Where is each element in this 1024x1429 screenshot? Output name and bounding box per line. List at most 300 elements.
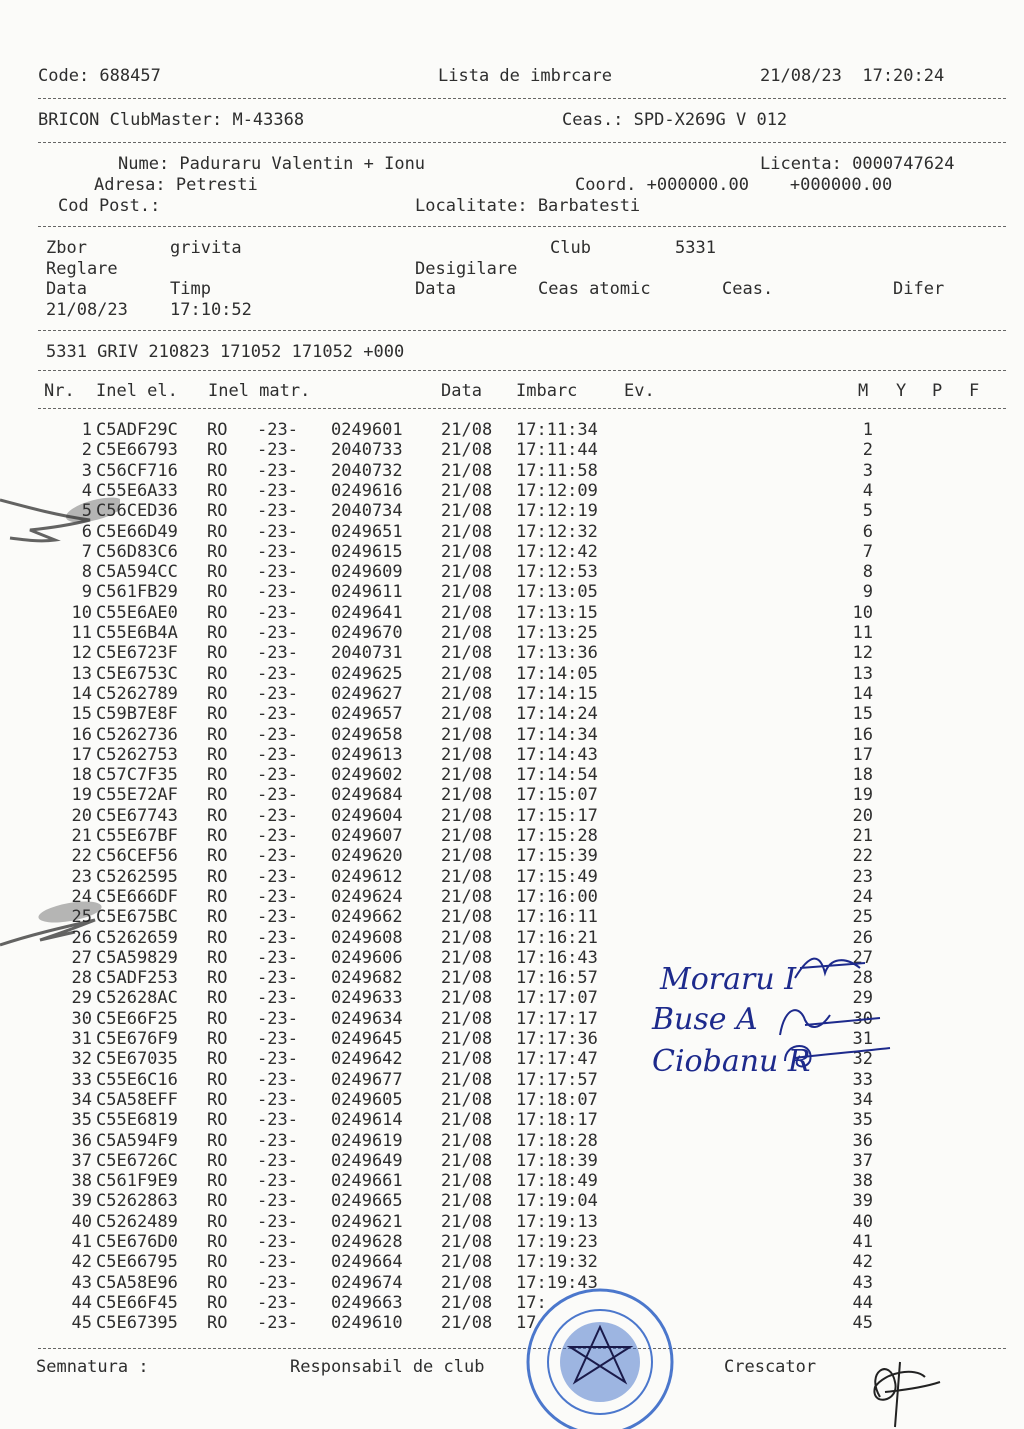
cell-inel-el: C56D83C6 bbox=[96, 541, 178, 562]
cell-inel-matr: 0249645 bbox=[331, 1029, 403, 1049]
cell-inel-matr: 0249664 bbox=[331, 1252, 403, 1273]
reglare-label: Reglare bbox=[46, 259, 118, 279]
table-row bbox=[0, 725, 1024, 745]
summary-line: 5331 GRIV 210823 171052 171052 +000 bbox=[46, 342, 405, 362]
cell-year: -23- bbox=[257, 440, 298, 461]
cell-inel-matr: 0249624 bbox=[331, 886, 403, 907]
cell-nr: 30 bbox=[71, 1008, 92, 1029]
cell-nr: 24 bbox=[71, 886, 92, 907]
club-value: 5331 bbox=[675, 238, 716, 258]
table-row bbox=[0, 643, 1024, 663]
cell-time: 17 bbox=[516, 1313, 537, 1334]
cell-date: 21/08 bbox=[441, 521, 493, 542]
cell-country: RO bbox=[207, 1130, 228, 1151]
reglare-time: 17:10:52 bbox=[170, 300, 252, 320]
cell-time: 17:14:24 bbox=[516, 704, 598, 725]
timp-label: Timp bbox=[170, 279, 211, 299]
cell-time: 17:15:17 bbox=[516, 805, 598, 826]
cell-country: RO bbox=[207, 521, 228, 542]
cell-time: 17:11:34 bbox=[516, 420, 598, 440]
table-row bbox=[0, 420, 1024, 440]
cell-year: -23- bbox=[257, 886, 298, 907]
cell-nr: 41 bbox=[71, 1232, 92, 1252]
cell-year: -23- bbox=[257, 1313, 298, 1334]
cell-nr: 31 bbox=[71, 1029, 92, 1049]
cell-nr: 26 bbox=[71, 927, 92, 948]
col-header-ev: Ev. bbox=[624, 381, 655, 401]
cell-inel-el: C56CEF56 bbox=[96, 846, 178, 867]
cell-nr: 14 bbox=[71, 683, 92, 704]
cell-date: 21/08 bbox=[441, 1313, 493, 1334]
cell-m: 11 bbox=[852, 623, 873, 643]
cell-inel-el: C55E6A33 bbox=[96, 480, 178, 501]
cell-year: -23- bbox=[257, 1130, 298, 1151]
cell-year: -23- bbox=[257, 602, 298, 623]
cell-inel-matr: 2040731 bbox=[331, 643, 403, 664]
cell-inel-matr: 0249609 bbox=[331, 562, 403, 583]
cell-inel-el: C5E66795 bbox=[96, 1252, 178, 1273]
cell-m: 28 bbox=[852, 968, 873, 989]
cell-time: 17:15:07 bbox=[516, 785, 598, 806]
cell-country: RO bbox=[207, 1313, 228, 1334]
cell-inel-el: C5262789 bbox=[96, 683, 178, 704]
cell-m: 40 bbox=[852, 1211, 873, 1232]
cell-date: 21/08 bbox=[441, 907, 493, 928]
cell-m: 44 bbox=[852, 1292, 873, 1313]
cell-nr: 33 bbox=[71, 1069, 92, 1090]
cell-date: 21/08 bbox=[441, 663, 493, 684]
club-responsible-label: Responsabil de club bbox=[290, 1357, 485, 1377]
handwritten-name: Buse A bbox=[652, 1002, 758, 1037]
cell-year: -23- bbox=[257, 1211, 298, 1232]
cell-time: 17:12:09 bbox=[516, 480, 598, 501]
cell-inel-el: C5262595 bbox=[96, 866, 178, 887]
cell-inel-matr: 0249606 bbox=[331, 947, 403, 968]
cell-time: 17:11:58 bbox=[516, 460, 598, 481]
cell-year: -23- bbox=[257, 765, 298, 786]
cell-inel-matr: 0249619 bbox=[331, 1130, 403, 1151]
cell-time: 17:18:49 bbox=[516, 1171, 598, 1192]
cell-inel-matr: 2040732 bbox=[331, 460, 403, 481]
cell-inel-el: C56CED36 bbox=[96, 501, 178, 522]
zbor-value: grivita bbox=[170, 238, 242, 258]
cell-m: 20 bbox=[852, 805, 873, 826]
cell-inel-el: C561F9E9 bbox=[96, 1171, 178, 1192]
cell-inel-matr: 0249625 bbox=[331, 663, 403, 684]
desigilare-label: Desigilare bbox=[415, 259, 518, 279]
col-header-f: F bbox=[969, 381, 980, 401]
cell-m: 31 bbox=[852, 1029, 873, 1049]
cell-inel-el: C5A594F9 bbox=[96, 1130, 178, 1151]
cell-year: -23- bbox=[257, 1008, 298, 1029]
cell-inel-matr: 2040733 bbox=[331, 440, 403, 461]
cell-date: 21/08 bbox=[441, 480, 493, 501]
cell-m: 35 bbox=[852, 1110, 873, 1131]
cell-inel-el: C5E676D0 bbox=[96, 1232, 178, 1252]
cell-inel-matr: 0249621 bbox=[331, 1211, 403, 1232]
cell-year: -23- bbox=[257, 1272, 298, 1293]
cell-year: -23- bbox=[257, 724, 298, 745]
handwritten-name: Moraru I bbox=[660, 962, 797, 997]
cell-date: 21/08 bbox=[441, 1089, 493, 1110]
cell-m: 27 bbox=[852, 947, 873, 968]
cell-nr: 36 bbox=[71, 1130, 92, 1151]
cell-nr: 13 bbox=[71, 663, 92, 684]
cell-inel-el: C57C7F35 bbox=[96, 765, 178, 786]
cell-inel-matr: 0249627 bbox=[331, 683, 403, 704]
cell-time: 17:17:36 bbox=[516, 1029, 598, 1049]
cell-nr: 8 bbox=[81, 562, 92, 583]
divider bbox=[38, 226, 1006, 227]
cell-year: -23- bbox=[257, 1089, 298, 1110]
cell-m: 23 bbox=[852, 866, 873, 887]
table-row bbox=[0, 664, 1024, 684]
cell-date: 21/08 bbox=[441, 846, 493, 867]
cell-year: -23- bbox=[257, 562, 298, 583]
cell-time: 17:12:53 bbox=[516, 562, 598, 583]
col-header-y: Y bbox=[896, 381, 907, 401]
table-row bbox=[0, 562, 1024, 582]
cell-inel-el: C52628AC bbox=[96, 988, 178, 1009]
cell-date: 21/08 bbox=[441, 420, 493, 440]
cell-year: -23- bbox=[257, 1292, 298, 1313]
cell-year: -23- bbox=[257, 1252, 298, 1273]
table-row bbox=[0, 440, 1024, 460]
cell-country: RO bbox=[207, 643, 228, 664]
cell-inel-el: C5E66D49 bbox=[96, 521, 178, 542]
cell-country: RO bbox=[207, 460, 228, 481]
cell-time: 17:19:13 bbox=[516, 1211, 598, 1232]
cell-country: RO bbox=[207, 582, 228, 603]
divider bbox=[38, 330, 1006, 331]
cell-country: RO bbox=[207, 866, 228, 887]
cell-m: 6 bbox=[862, 521, 873, 542]
cell-time: 17:12:42 bbox=[516, 541, 598, 562]
clock-id: Ceas.: SPD-X269G V 012 bbox=[562, 110, 788, 130]
cell-year: -23- bbox=[257, 521, 298, 542]
cell-year: -23- bbox=[257, 1232, 298, 1252]
cell-inel-matr: 0249628 bbox=[331, 1232, 403, 1252]
cell-nr: 43 bbox=[71, 1272, 92, 1293]
cell-nr: 39 bbox=[71, 1191, 92, 1212]
cell-m: 1 bbox=[862, 420, 873, 440]
cell-m: 8 bbox=[862, 562, 873, 583]
cell-m: 22 bbox=[852, 846, 873, 867]
signature-mark bbox=[775, 1000, 885, 1040]
cell-nr: 18 bbox=[71, 765, 92, 786]
cell-time: 17:15:39 bbox=[516, 846, 598, 867]
cell-time: 17:14:05 bbox=[516, 663, 598, 684]
cell-date: 21/08 bbox=[441, 460, 493, 481]
table-row bbox=[0, 1090, 1024, 1110]
cell-date: 21/08 bbox=[441, 785, 493, 806]
table-row bbox=[0, 867, 1024, 887]
cell-country: RO bbox=[207, 1110, 228, 1131]
table-row bbox=[0, 1110, 1024, 1130]
cell-time: 17:17:07 bbox=[516, 988, 598, 1009]
cell-country: RO bbox=[207, 683, 228, 704]
club-stamp bbox=[520, 1282, 680, 1429]
cell-m: 41 bbox=[852, 1232, 873, 1252]
cell-date: 21/08 bbox=[441, 744, 493, 765]
cell-m: 34 bbox=[852, 1089, 873, 1110]
cell-nr: 40 bbox=[71, 1211, 92, 1232]
cell-country: RO bbox=[207, 602, 228, 623]
cell-year: -23- bbox=[257, 1171, 298, 1192]
cell-date: 21/08 bbox=[441, 623, 493, 643]
cell-nr: 20 bbox=[71, 805, 92, 826]
cell-inel-el: C5E6753C bbox=[96, 663, 178, 684]
cell-year: -23- bbox=[257, 744, 298, 765]
cell-m: 30 bbox=[852, 1008, 873, 1029]
basketing-table bbox=[0, 420, 1024, 1350]
cell-country: RO bbox=[207, 1150, 228, 1171]
cell-m: 3 bbox=[862, 460, 873, 481]
cell-year: -23- bbox=[257, 480, 298, 501]
cell-inel-el: C5E6723F bbox=[96, 643, 178, 664]
cell-inel-el: C561FB29 bbox=[96, 582, 178, 603]
cell-time: 17:13:05 bbox=[516, 582, 598, 603]
cell-time: 17:16:43 bbox=[516, 947, 598, 968]
cell-m: 2 bbox=[862, 440, 873, 461]
divider bbox=[38, 98, 1006, 99]
cell-m: 33 bbox=[852, 1069, 873, 1090]
cell-year: -23- bbox=[257, 1110, 298, 1131]
divider bbox=[38, 408, 1006, 409]
cell-country: RO bbox=[207, 1171, 228, 1192]
club-label: Club bbox=[550, 238, 591, 258]
cell-inel-matr: 0249677 bbox=[331, 1069, 403, 1090]
cell-country: RO bbox=[207, 501, 228, 522]
cell-inel-matr: 0249674 bbox=[331, 1272, 403, 1293]
cell-year: -23- bbox=[257, 582, 298, 603]
cell-inel-el: C5A594CC bbox=[96, 562, 178, 583]
col-header-m: M bbox=[858, 381, 869, 401]
cell-country: RO bbox=[207, 988, 228, 1009]
cell-nr: 16 bbox=[71, 724, 92, 745]
cell-year: -23- bbox=[257, 805, 298, 826]
cell-time: 17:14:15 bbox=[516, 683, 598, 704]
table-row bbox=[0, 826, 1024, 846]
cell-nr: 6 bbox=[81, 521, 92, 542]
cell-m: 18 bbox=[852, 765, 873, 786]
cell-country: RO bbox=[207, 724, 228, 745]
cell-year: -23- bbox=[257, 785, 298, 806]
cell-year: -23- bbox=[257, 927, 298, 948]
ink-smudge bbox=[0, 890, 120, 960]
cell-time: 17:18:28 bbox=[516, 1130, 598, 1151]
cell-year: -23- bbox=[257, 947, 298, 968]
cell-inel-el: C5E67743 bbox=[96, 805, 178, 826]
cell-country: RO bbox=[207, 420, 228, 440]
cell-m: 36 bbox=[852, 1130, 873, 1151]
cell-time: 17:13:25 bbox=[516, 623, 598, 643]
cell-inel-matr: 0249634 bbox=[331, 1008, 403, 1029]
cell-inel-el: C5E6726C bbox=[96, 1150, 178, 1171]
cell-time: 17:16:00 bbox=[516, 886, 598, 907]
cell-year: -23- bbox=[257, 988, 298, 1009]
cell-country: RO bbox=[207, 1008, 228, 1029]
cell-m: 37 bbox=[852, 1150, 873, 1171]
cell-date: 21/08 bbox=[441, 643, 493, 664]
cell-year: -23- bbox=[257, 1029, 298, 1049]
cell-inel-matr: 0249657 bbox=[331, 704, 403, 725]
print-datetime: 21/08/23 17:20:24 bbox=[760, 66, 945, 86]
cell-time: 17:18:39 bbox=[516, 1150, 598, 1171]
cell-nr: 1 bbox=[81, 420, 92, 440]
table-row bbox=[0, 501, 1024, 521]
table-row bbox=[0, 1252, 1024, 1272]
col-header-imbarc: Imbarc bbox=[516, 381, 578, 401]
table-row bbox=[0, 1293, 1024, 1313]
cell-m: 19 bbox=[852, 785, 873, 806]
cell-inel-el: C5E675BC bbox=[96, 907, 178, 928]
cell-inel-matr: 0249605 bbox=[331, 1089, 403, 1110]
table-row bbox=[0, 948, 1024, 968]
cell-inel-el: C55E6819 bbox=[96, 1110, 178, 1131]
cell-country: RO bbox=[207, 562, 228, 583]
cell-date: 21/08 bbox=[441, 826, 493, 846]
cell-time: 17:16:11 bbox=[516, 907, 598, 928]
cell-country: RO bbox=[207, 947, 228, 968]
cell-time: 17:12:32 bbox=[516, 521, 598, 542]
cell-inel-el: C55E67BF bbox=[96, 826, 178, 846]
handwritten-name: Ciobanu R bbox=[652, 1044, 811, 1079]
cell-country: RO bbox=[207, 805, 228, 826]
divider bbox=[38, 370, 1006, 371]
cell-date: 21/08 bbox=[441, 1008, 493, 1029]
cell-inel-el: C5A59829 bbox=[96, 947, 178, 968]
cell-m: 21 bbox=[852, 826, 873, 846]
cell-country: RO bbox=[207, 744, 228, 765]
cell-year: -23- bbox=[257, 846, 298, 867]
cell-date: 21/08 bbox=[441, 440, 493, 461]
cell-nr: 21 bbox=[71, 826, 92, 846]
cell-inel-el: C5262753 bbox=[96, 744, 178, 765]
cell-year: -23- bbox=[257, 663, 298, 684]
cell-inel-matr: 2040734 bbox=[331, 501, 403, 522]
cell-time: 17: bbox=[516, 1292, 547, 1313]
cell-country: RO bbox=[207, 1049, 228, 1070]
divider bbox=[38, 142, 1006, 143]
cell-country: RO bbox=[207, 1069, 228, 1090]
page-title: Lista de imbrcare bbox=[438, 66, 612, 86]
cell-nr: 7 bbox=[81, 541, 92, 562]
cell-year: -23- bbox=[257, 826, 298, 846]
clubmaster-id: BRICON ClubMaster: M-43368 bbox=[38, 110, 305, 130]
cell-nr: 37 bbox=[71, 1150, 92, 1171]
col-header-inel-matr: Inel matr. bbox=[208, 381, 311, 401]
cell-year: -23- bbox=[257, 1150, 298, 1171]
cell-inel-el: C55E6AE0 bbox=[96, 602, 178, 623]
cell-nr: 23 bbox=[71, 866, 92, 887]
cell-nr: 34 bbox=[71, 1089, 92, 1110]
cell-country: RO bbox=[207, 765, 228, 786]
coordinates: Coord. +000000.00 +000000.00 bbox=[575, 175, 893, 195]
cell-year: -23- bbox=[257, 1069, 298, 1090]
cell-date: 21/08 bbox=[441, 1211, 493, 1232]
table-row bbox=[0, 1171, 1024, 1191]
cell-country: RO bbox=[207, 1029, 228, 1049]
cell-country: RO bbox=[207, 907, 228, 928]
licence-number: Licenta: 0000747624 bbox=[760, 154, 955, 174]
cell-nr: 32 bbox=[71, 1049, 92, 1070]
cell-inel-el: C5E676F9 bbox=[96, 1029, 178, 1049]
cell-inel-el: C5262863 bbox=[96, 1191, 178, 1212]
cell-m: 13 bbox=[852, 663, 873, 684]
table-row bbox=[0, 1313, 1024, 1333]
cell-date: 21/08 bbox=[441, 724, 493, 745]
cell-m: 24 bbox=[852, 886, 873, 907]
table-row bbox=[0, 1151, 1024, 1171]
cell-date: 21/08 bbox=[441, 541, 493, 562]
cell-inel-matr: 0249601 bbox=[331, 420, 403, 440]
cell-inel-el: C5E666DF bbox=[96, 886, 178, 907]
cell-inel-matr: 0249614 bbox=[331, 1110, 403, 1131]
table-row bbox=[0, 623, 1024, 643]
postal-code: Cod Post.: bbox=[58, 196, 161, 216]
cell-nr: 29 bbox=[71, 988, 92, 1009]
cell-time: 17:16:21 bbox=[516, 927, 598, 948]
table-row bbox=[0, 907, 1024, 927]
cell-date: 21/08 bbox=[441, 1232, 493, 1252]
cell-inel-matr: 0249670 bbox=[331, 623, 403, 643]
cell-year: -23- bbox=[257, 683, 298, 704]
table-row bbox=[0, 887, 1024, 907]
cell-country: RO bbox=[207, 480, 228, 501]
signature-mark bbox=[775, 1036, 895, 1076]
cell-country: RO bbox=[207, 1292, 228, 1313]
cell-inel-matr: 0249607 bbox=[331, 826, 403, 846]
cell-country: RO bbox=[207, 1272, 228, 1293]
cell-inel-el: C5ADF253 bbox=[96, 968, 178, 989]
cell-country: RO bbox=[207, 927, 228, 948]
cell-inel-el: C5A58EFF bbox=[96, 1089, 178, 1110]
difer-label: Difer bbox=[893, 279, 945, 299]
cell-date: 21/08 bbox=[441, 947, 493, 968]
cell-year: -23- bbox=[257, 541, 298, 562]
owner-name: Nume: Paduraru Valentin + Ionu bbox=[118, 154, 426, 174]
cell-inel-matr: 0249602 bbox=[331, 765, 403, 786]
desigilare-data-label: Data bbox=[415, 279, 456, 299]
cell-country: RO bbox=[207, 1232, 228, 1252]
table-row bbox=[0, 603, 1024, 623]
table-row bbox=[0, 928, 1024, 948]
cell-nr: 22 bbox=[71, 846, 92, 867]
cell-time: 17:18:17 bbox=[516, 1110, 598, 1131]
cell-nr: 28 bbox=[71, 968, 92, 989]
col-header-nr: Nr. bbox=[44, 381, 75, 401]
signature-mark bbox=[790, 948, 870, 988]
locality: Localitate: Barbatesti bbox=[415, 196, 641, 216]
table-row bbox=[0, 745, 1024, 765]
cell-time: 17:18:07 bbox=[516, 1089, 598, 1110]
cell-year: -23- bbox=[257, 460, 298, 481]
cell-m: 45 bbox=[852, 1313, 873, 1334]
cell-date: 21/08 bbox=[441, 927, 493, 948]
cell-time: 17:14:43 bbox=[516, 744, 598, 765]
cell-time: 17:13:36 bbox=[516, 643, 598, 664]
cell-nr: 5 bbox=[81, 501, 92, 522]
zbor-label: Zbor bbox=[46, 238, 87, 258]
table-row bbox=[0, 582, 1024, 602]
cell-date: 21/08 bbox=[441, 501, 493, 522]
col-header-data: Data bbox=[441, 381, 482, 401]
cell-nr: 38 bbox=[71, 1171, 92, 1192]
cell-inel-matr: 0249604 bbox=[331, 805, 403, 826]
cell-m: 26 bbox=[852, 927, 873, 948]
cell-nr: 15 bbox=[71, 704, 92, 725]
